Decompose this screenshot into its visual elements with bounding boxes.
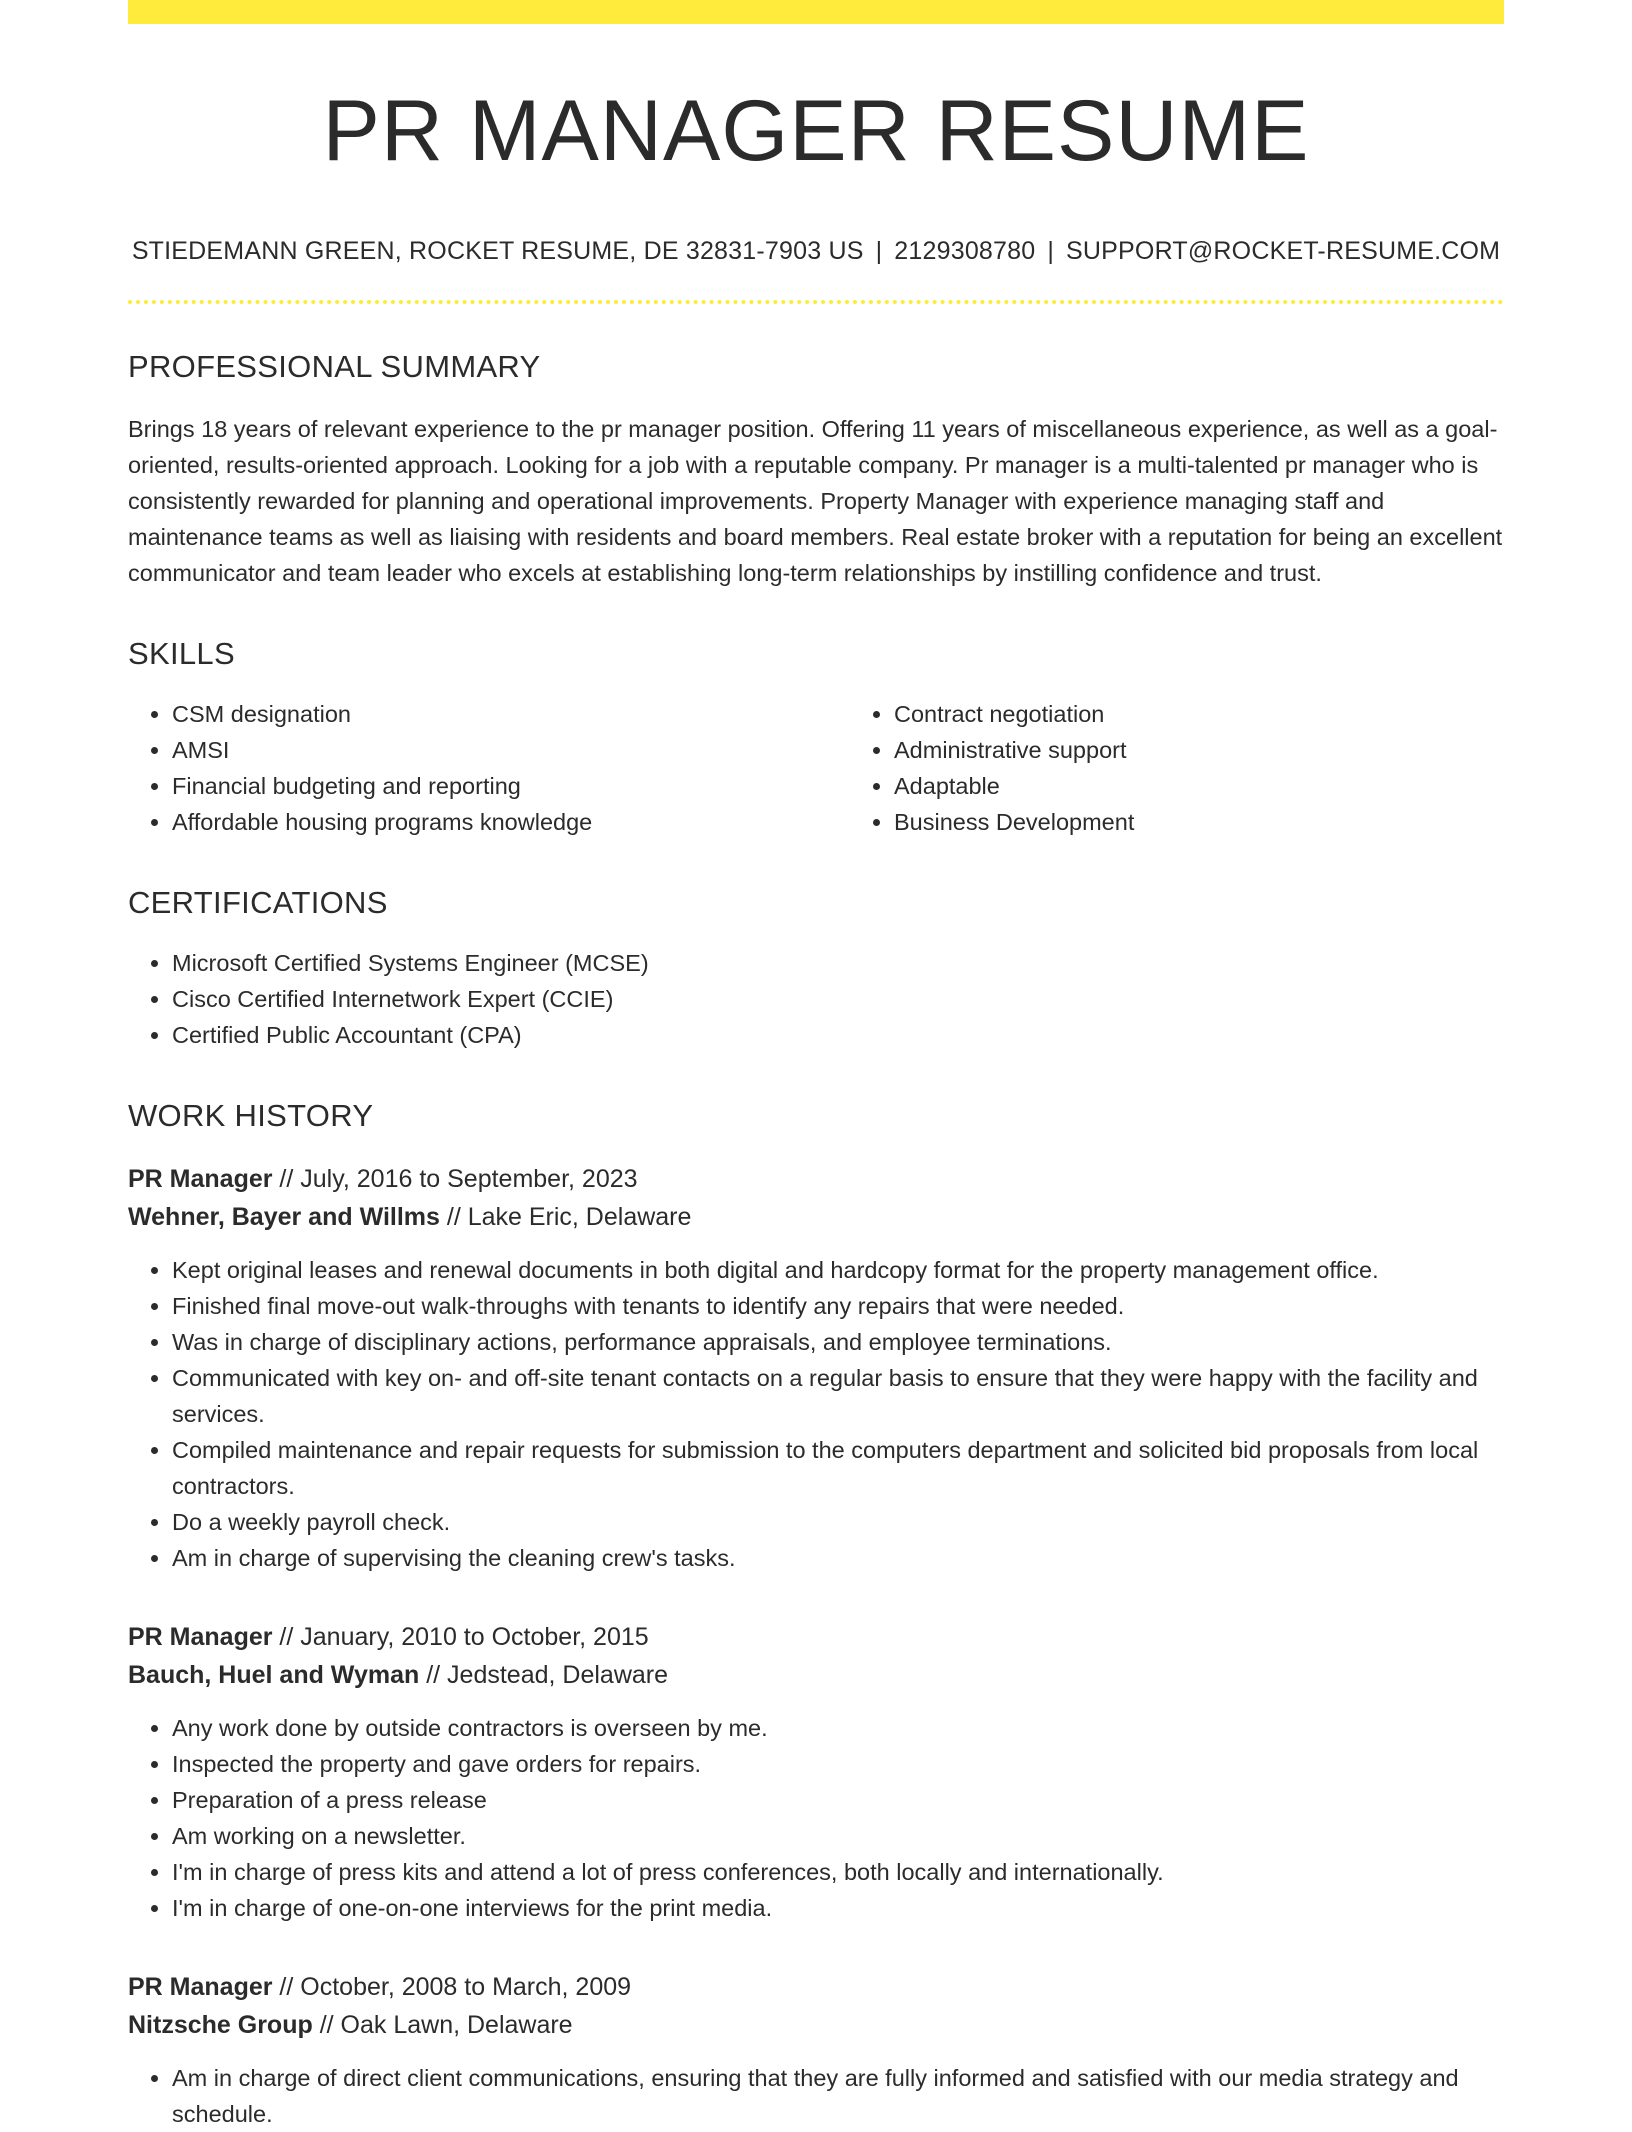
skills-list-right [850, 696, 1572, 840]
job-entry [128, 1968, 1504, 2132]
skill-item: • Affordable housing programs knowledge [172, 804, 850, 840]
job-duty: • Inspected the property and gave orders for repairs. [172, 1746, 1504, 1782]
skill-item: • Contract negotiation [894, 696, 1572, 732]
page-title: PR MANAGER RESUME [322, 83, 1310, 179]
job-duty: • Preparation of a press release [172, 1782, 1504, 1818]
job-duty: • Am in charge of supervising the cleaning crew's tasks. [172, 1540, 1504, 1576]
skills-list-left [128, 696, 850, 840]
job-dates: // July, 2016 to September, 2023 [272, 1165, 638, 1194]
job-duty: • Finished final move-out walk-throughs with tenants to identify any repairs that were needed. [172, 1288, 1504, 1324]
skill-item: • Administrative support [894, 732, 1572, 768]
skill-item: • CSM designation [172, 696, 850, 732]
contact-address: STIEDEMANN GREEN, ROCKET RESUME, DE 32831-7903 US [131, 236, 864, 265]
job-duty: • Any work done by outside contractors is overseen by me. [172, 1710, 1504, 1746]
job-duty: • I'm in charge of press kits and attend a lot of press conferences, both locally and internationally. [172, 1854, 1504, 1890]
skill-item: • AMSI [172, 732, 850, 768]
certification-item: • Cisco Certified Internetwork Expert (CCIE) [172, 981, 1504, 1017]
job-duties-list [128, 1252, 1504, 1576]
job-duty: • Am in charge of direct client communications, ensuring that they are fully informed and satisfied with our media strategy and schedule. [172, 2060, 1504, 2132]
contact-line [128, 237, 1504, 266]
certifications-heading: CERTIFICATIONS [128, 884, 388, 920]
job-location: // Lake Eric, Delaware [439, 1203, 692, 1232]
contact-separator: | [875, 236, 883, 265]
work-history-heading: WORK HISTORY [128, 1098, 374, 1134]
resume-page [128, 0, 1504, 2132]
contact-email: SUPPORT@ROCKET-RESUME.COM [1066, 236, 1501, 265]
summary-heading: PROFESSIONAL SUMMARY [128, 348, 541, 384]
job-company-line [128, 1198, 1504, 1236]
skill-item: • Financial budgeting and reporting [172, 768, 850, 804]
job-duty: • Was in charge of disciplinary actions, performance appraisals, and employee terminations. [172, 1324, 1504, 1360]
job-duty: • Do a weekly payroll check. [172, 1504, 1504, 1540]
skills-section [128, 635, 1504, 840]
job-title-line [128, 1160, 1504, 1198]
contact-phone: 2129308780 [894, 236, 1036, 265]
skill-item: • Adaptable [894, 768, 1572, 804]
skills-grid [128, 696, 1504, 840]
job-duty: • Am working on a newsletter. [172, 1818, 1504, 1854]
job-duties-list [128, 2060, 1504, 2132]
accent-top-bar [128, 0, 1504, 24]
job-title: PR Manager [128, 1623, 273, 1652]
job-company: Wehner, Bayer and Willms [128, 1203, 440, 1232]
job-duty: • Kept original leases and renewal documents in both digital and hardcopy format for the property management office. [172, 1252, 1504, 1288]
skill-item: • Business Development [894, 804, 1572, 840]
job-title: PR Manager [128, 1973, 273, 2002]
job-company: Bauch, Huel and Wyman [128, 1661, 420, 1690]
summary-section [128, 348, 1504, 591]
job-entry [128, 1618, 1504, 1926]
contact-separator: | [1047, 236, 1055, 265]
job-duties-list [128, 1710, 1504, 1926]
certifications-list [128, 945, 1504, 1053]
work-history-section [128, 1097, 1504, 2132]
job-entry [128, 1160, 1504, 1576]
job-company: Nitzsche Group [128, 2011, 313, 2040]
job-title: PR Manager [128, 1165, 273, 1194]
job-title-line [128, 1968, 1504, 2006]
dotted-divider [128, 300, 1504, 304]
job-duty: • I'm in charge of one-on-one interviews for the print media. [172, 1890, 1504, 1926]
certification-item: • Microsoft Certified Systems Engineer (MCSE) [172, 945, 1504, 981]
job-dates: // January, 2010 to October, 2015 [272, 1623, 649, 1652]
job-dates: // October, 2008 to March, 2009 [272, 1973, 632, 2002]
job-company-line [128, 2006, 1504, 2044]
job-duty: • Compiled maintenance and repair requests for submission to the computers department and solicited bid proposals from local contractors. [172, 1432, 1504, 1504]
job-duty: • Communicated with key on- and off-site tenant contacts on a regular basis to ensure that they were happy with the facility and services. [172, 1360, 1504, 1432]
certifications-section [128, 884, 1504, 1053]
certification-item: • Certified Public Accountant (CPA) [172, 1017, 1504, 1053]
job-company-line [128, 1656, 1504, 1694]
job-location: // Oak Lawn, Delaware [312, 2011, 573, 2040]
job-location: // Jedstead, Delaware [419, 1661, 669, 1690]
summary-text: Brings 18 years of relevant experience to the pr manager position. Offering 11 years of miscellaneous experience, as well as a goal-oriented, results-oriented approach. Looking for a job with a reputable company. Pr manager is a multi-talented pr manager who is consistently rewarded for planning and operational improvements. Property Manager with experience managing staff and maintenance teams as well as liaising with residents and board members. Real estate broker with a reputation for being an excellent communicator and team leader who excels at establishing long-term relationships by instilling confidence and trust. [128, 415, 1503, 586]
job-title-line [128, 1618, 1504, 1656]
skills-heading: SKILLS [128, 635, 235, 671]
